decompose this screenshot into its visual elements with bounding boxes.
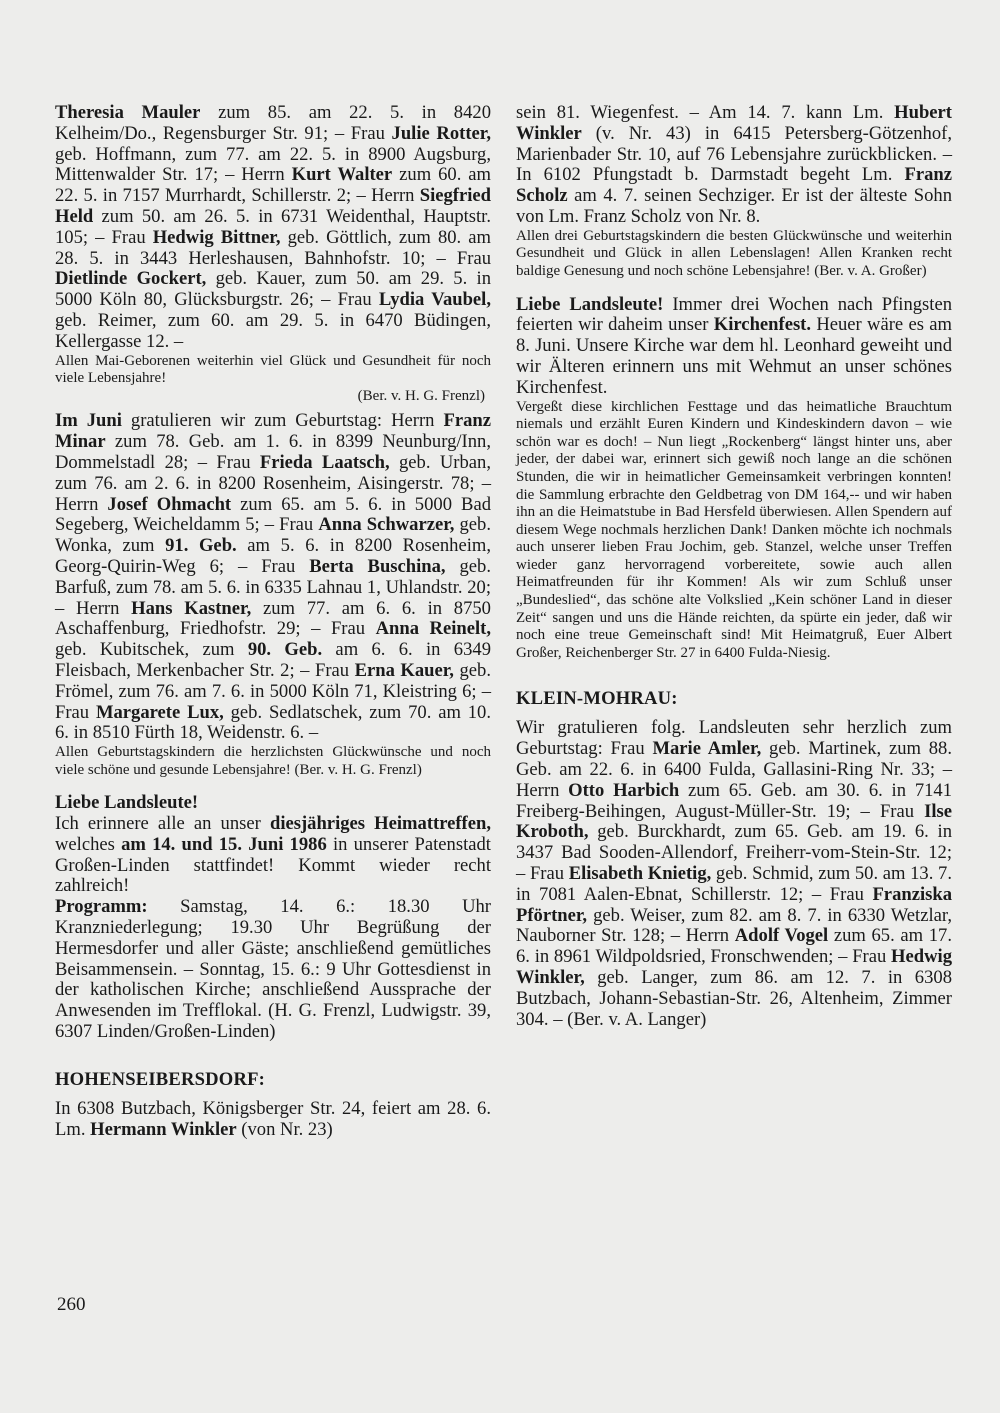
bold-name: 91. Geb. (165, 535, 237, 557)
bold-name: Anna Schwarzer, (318, 514, 455, 536)
birthday-continuation: sein 81. Wiegenfest. – Am 14. 7. kann Lm. Hubert Winkler (v. Nr. 43) in 6415 Petersberg-Götzenhof, Marienbader Str. 10, auf 76 Lebensjahre zurückblicken. – In 6102 Pfungstadt b. Darmstadt begeht Lm. Franz Scholz am 4. 7. seinen Sechziger. Er ist der älteste Sohn von Lm. Franz Scholz von Nr. 8. (516, 102, 952, 227)
bold-name: Otto Harbich (568, 779, 680, 801)
right-column (516, 103, 952, 1030)
wish-june: Allen Geburtstagskindern die herzlichsten Glückwünsche und noch viele schöne und gesunde Lebensjahre! (Ber. v. H. G. Frenzl) (55, 744, 491, 778)
bold-name: Im Juni (55, 410, 122, 432)
bold-name: Hans Kastner, (131, 597, 252, 619)
bold-name: Dietlinde Gockert, (55, 268, 207, 290)
birthday-list-june: Im Juni gratulieren wir zum Geburtstag: Herrn Franz Minar zum 78. Geb. am 1. 6. in 8399 Neunburg/Inn, Dommelstadl 28; – Frau Frieda Laatsch, geb. Urban, zum 76. am 2. 6. in 8200 Rosenheim, Aisingerstr. 78; – Herrn Josef Ohmacht zum 65. am 5. 6. in 5000 Bad Segeberg, Weicheldamm 5; – Frau Anna Schwarzer, geb. Wonka, zum 91. Geb. am 5. 6. in 8200 Rosenheim, Georg-Quirin-Weg 6; – Frau Berta Buschina, geb. Barfuß, zum 78. am 5. 6. in 6335 Lahnau 1, Uhlandstr. 20; – Herrn Hans Kastner, zum 77. am 6. 6. in 8750 Aschaffenburg, Friedhofstr. 29; – Frau Anna Reinelt, geb. Kubitschek, zum 90. Geb. am 6. 6. in 6349 Fleisbach, Merkenbacher Str. 2; – Frau Erna Kauer, geb. Frömel, zum 76. am 7. 6. in 5000 Köln 71, Kleistring 6; – Frau Margarete Lux, geb. Sedlatschek, zum 70. am 10. 6. in 8510 Fürth 18, Weidenstr. 6. – (55, 410, 491, 744)
bold-name: Hedwig Winkler, (516, 946, 952, 989)
bold-name: Lydia Vaubel, (378, 289, 491, 311)
birthday-list-may: Theresia Mauler zum 85. am 22. 5. in 8420 Kelheim/Do., Regensburger Str. 91; – Frau Julie Rotter, geb. Hoffmann, zum 77. am 22. 5. in 8900 Augsburg, Mittenwalder Str. 17; – Herrn Kurt Walter zum 60. am 22. 5. in 7157 Murrhardt, Schillerstr. 2; – Herrn Siegfried Held zum 50. am 26. 5. in 6731 Weidenthal, Hauptstr. 105; – Frau Hedwig Bittner, geb. Göttlich, zum 80. am 28. 5. in 3443 Herleshausen, Bahnhofstr. 10; – Frau Dietlinde Gockert, geb. Kauer, zum 50. am 29. 5. in 5000 Köln 80, Glücksburgstr. 26; – Frau Lydia Vaubel, geb. Reimer, zum 60. am 29. 5. in 6470 Büdingen, Kellergasse 12. – (55, 102, 491, 352)
bold-name: Kurt Walter (291, 164, 393, 186)
credit-may: (Ber. v. H. G. Frenzl) (357, 387, 485, 404)
heimattreffen-note: Ich erinnere alle an unser diesjähriges Heimattreffen, welches am 14. und 15. Juni 1986 in unserer Patenstadt Großen-Linden stattfindet! Kommt wieder recht zahlreich! (55, 813, 491, 897)
bold-name: Frieda Laatsch, (259, 451, 390, 473)
bold-name: Kirchenfest. (713, 314, 812, 336)
bold-name: Berta Buschina, (309, 555, 446, 577)
bold-name: Hubert Winkler (516, 102, 952, 144)
bold-name: Programm: (55, 896, 148, 918)
bold-name: Elisabeth Knietig, (568, 863, 712, 885)
kirchenfest-small-text: Vergeßt diese kirchlichen Festtage und das heimatliche Brauchtum niemals und erzählt Euren Kindern und Kindeskindern davon – wie schön war es doch! – Nun liegt „Rockenberg“ längst hinter uns, aber jeder, der dabei war, erinnert sich gewiß noch lange an die schönen Stunden, die wir in heimatlicher Gemeinsamkeit verbringen konnten! die Sammlung erbrachte den Geldbetrag von DM 164,-- und wir haben ihn an die Heimatstube in Bad Hersfeld überwiesen. Allen Spendern auf diesem Wege nochmals herzlichen Dank! Danken möchte ich nochmals auch unserer lieben Frau Jochim, geb. Stanzel, welche unser Treffen wieder ganz hervorragend vorbereitete, sowie auch allen Heimatfreunden für ihr Kommen! Als wir zum Schluß unser „Bundeslied“, das schöne alte Volkslied „Kein schöner Land in dieser Zeit“ sangen und uns die Hände reichten, da spürte ein jeder, daß wir noch eine treue Gemeinschaft sind! Mit Heimatgruß, Euer Albert Großer, Reichenberger Str. 27 in 6400 Fulda-Niesig. (516, 398, 952, 661)
bold-name: Liebe Landsleute! (516, 293, 664, 315)
programm-note: Programm: Samstag, 14. 6.: 18.30 Uhr Kranzniederlegung; 19.30 Uhr Begrüßung der Hermesdorfer und aller Gäste; anschließend gemütliches Beisammensein. – Sonntag, 15. 6.: 9 Uhr Gottesdienst in der katholischen Kirche; anschließend Aussprache der Anwesenden im Trefflokal. (H. G. Frenzl, Ludwigstr. 39, 6307 Linden/Großen-Linden) (55, 896, 491, 1043)
wish-may: Allen Mai-Geborenen weiterhin viel Glück und Gesundheit für noch viele Lebensjahre! (55, 352, 491, 387)
heading-klein-mohrau: KLEIN-MOHRAU: (516, 688, 678, 710)
bold-name: Franziska Pförtner, (516, 883, 952, 926)
bold-name: Siegfried Held (55, 185, 491, 227)
bold-name: Adolf Vogel (734, 925, 829, 947)
bold-name: Theresia Mauler (55, 102, 201, 123)
liebe-landsleute-title: Liebe Landsleute! (55, 792, 199, 814)
bold-name: Franz Minar (55, 410, 491, 453)
bold-name: Franz Scholz (516, 164, 952, 207)
bold-name: Julie Rotter, (391, 122, 491, 144)
bold-name: Hedwig Bittner, (152, 226, 281, 248)
klein-mohrau-text: Wir gratulieren folg. Landsleuten sehr herzlich zum Geburtstag: Frau Marie Amler, geb. Martinek, zum 88. Geb. am 22. 6. in 6400 Fulda, Gallasini-Ring Nr. 33; – Herrn Otto Harbich zum 65. Geb. am 30. 6. in 7141 Freiberg-Beihingen, August-Müller-Str. 19; – Frau Ilse Kroboth, geb. Burckhardt, zum 65. Geb. am 19. 6. in 3437 Bad Sooden-Allendorf, Freiherr-vom-Stein-Str. 12; – Frau Elisabeth Knietig, geb. Schmid, zum 50. am 13. 7. in 7081 Aalen-Ebnat, Schillerstr. 12; – Frau Franziska Pförtner, geb. Weiser, zum 82. am 8. 7. in 6330 Wetzlar, Nauborner Str. 128; – Herrn Adolf Vogel zum 65. am 17. 6. in 8961 Wildpoldsried, Fronschwenden; – Frau Hedwig Winkler, geb. Langer, zum 86. am 12. 7. in 6308 Butzbach, Johann-Sebastian-Str. 26, Altenheim, Zimmer 304. – (Ber. v. A. Langer) (516, 717, 953, 1030)
bold-name: Ilse Kroboth, (516, 800, 952, 843)
bold-name: Margarete Lux, (95, 701, 224, 723)
bold-name: Hermann Winkler (90, 1118, 237, 1140)
bold-name: Josef Ohmacht (107, 493, 232, 515)
bold-name: am 14. und 15. Juni 1986 (121, 833, 327, 855)
bold-name: Erna Kauer, (354, 659, 454, 681)
heading-hohenseibersdorf: HOHENSEIBERSDORF: (55, 1068, 266, 1090)
page-number: 260 (57, 1294, 86, 1315)
kirchenfest-text: Liebe Landsleute! Immer drei Wochen nach Pfingsten feierten wir daheim unser Kirchenfest. Heuer wäre es am 8. Juni. Unsere Kirche war dem hl. Leonhard geweiht und wir Älteren erinnern uns mit Wehmut an unser schönes Kirchenfest. (516, 293, 952, 398)
bold-name: Marie Amler, (652, 738, 762, 760)
wish-geburtstagskinder: Allen drei Geburtstagskindern die besten Glückwünsche und weiterhin Gesundheit und Glück in allen Lebenslagen! Allen Kranken recht baldige Genesung und noch schöne Lebensjahre! (Ber. v. A. Großer) (516, 227, 952, 279)
hohenseibersdorf-text: In 6308 Butzbach, Königsberger Str. 24, feiert am 28. 6. Lm. Hermann Winkler (von Nr. 23) (55, 1097, 491, 1140)
bold-name: 90. Geb. (247, 639, 323, 661)
bold-name: diesjähriges Heimattreffen, (269, 813, 491, 835)
left-column (55, 103, 491, 1140)
bold-name: Anna Reinelt, (375, 618, 491, 640)
